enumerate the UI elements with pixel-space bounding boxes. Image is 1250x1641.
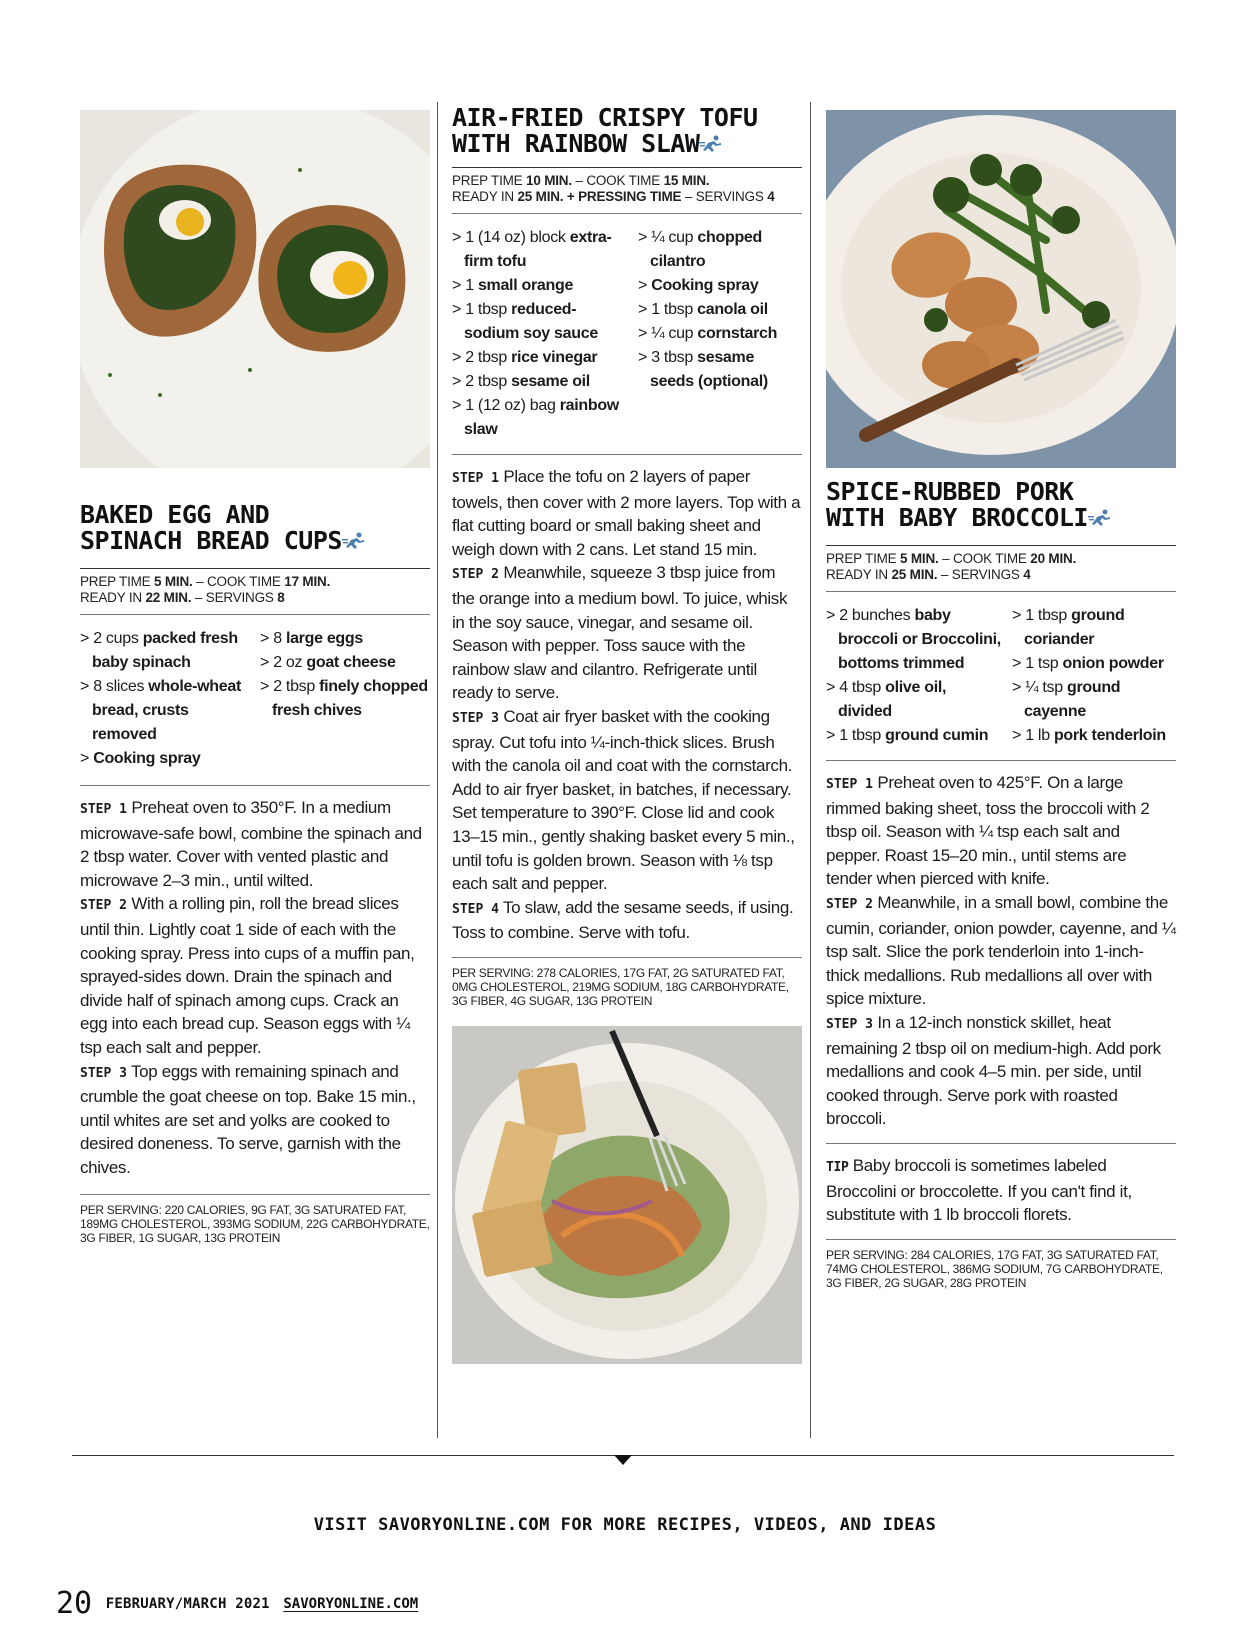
ready-time: 22 MIN. xyxy=(145,590,192,605)
servings-label: – SERVINGS xyxy=(191,590,278,605)
cook-time: 17 MIN. xyxy=(284,574,331,589)
recipe-title xyxy=(826,479,1176,531)
recipe-title xyxy=(80,502,430,554)
cook-label: – COOK TIME xyxy=(192,574,285,589)
recipe-baked-egg xyxy=(80,110,430,1245)
tofu-slaw-photo xyxy=(452,1026,802,1364)
cook-time: 15 MIN. xyxy=(663,173,710,188)
ingredient-item: > Cooking spray xyxy=(638,277,759,294)
ingredients-left xyxy=(452,226,630,442)
ready-label: READY IN xyxy=(826,567,892,582)
prep-label: PREP TIME xyxy=(826,551,901,566)
servings-value: 4 xyxy=(1023,567,1031,582)
step-1: STEP 1 Place the tofu on 2 layers of paper towels, then cover with 2 more layers. Top with a flat cutting board or small baking sheet and weigh down with 2 cans. Let stand 15 min. xyxy=(452,467,801,559)
ingredients-left xyxy=(826,604,1004,748)
steps xyxy=(80,796,430,1180)
ingredient-item: > 8 slices whole-wheat bread, crusts removed xyxy=(80,678,242,743)
ingredient-item: > 1 tsp onion powder xyxy=(1012,655,1164,672)
ingredient-item: > 1 tbsp reduced-sodium soy sauce xyxy=(452,301,598,342)
baked-egg-photo xyxy=(80,110,430,468)
ingredient-item: > 8 large eggs xyxy=(260,630,363,647)
ingredient-item: > 2 bunches baby broccoli or Broccolini, bottoms trimmed xyxy=(826,607,1001,672)
ingredient-item: > 4 tbsp olive oil, divided xyxy=(826,679,947,720)
ingredient-item: > 1 tbsp ground cumin xyxy=(826,727,989,744)
title-line-1: SPICE-RUBBED PORK xyxy=(826,477,1074,506)
column-divider-right xyxy=(810,102,811,1438)
ingredients-left xyxy=(80,627,252,771)
prep-label: PREP TIME xyxy=(80,574,155,589)
ingredient-item: > Cooking spray xyxy=(80,750,201,767)
ingredients-right xyxy=(638,226,802,442)
ingredient-item: > 1 (14 oz) block extra-firm tofu xyxy=(452,229,612,270)
page-number: 20 xyxy=(56,1586,93,1621)
title-line-2: WITH RAINBOW SLAW xyxy=(452,129,700,158)
ingredient-item: > ¼ cup cornstarch xyxy=(638,325,778,342)
ready-label: READY IN xyxy=(80,590,146,605)
cook-label: – COOK TIME xyxy=(938,551,1031,566)
steps xyxy=(452,465,802,945)
runner-icon xyxy=(342,532,368,550)
step-2: STEP 2 With a rolling pin, roll the bread slices until thin. Lightly coat 1 side of each with the cooking spray. Press into cups of a muffin pan, sprayed-sides down. Drain the spinach and divide half of spinach among cups. Crack an egg into each bread cup. Season eggs with ¼ tsp each salt and pepper. xyxy=(80,894,415,1057)
nutrition-info: PER SERVING: 284 CALORIES, 17G FAT, 3G SATURATED FAT, 74MG CHOLESTEROL, 386MG SODIUM, 7G CARBOHYDRATE, 3G FIBER, 2G SUGAR, 28G PROTEIN xyxy=(826,1247,1163,1290)
servings-label: – SERVINGS xyxy=(937,567,1024,582)
servings-label: – SERVINGS xyxy=(681,189,768,204)
ingredients-right xyxy=(260,627,430,771)
recipe-title xyxy=(452,105,802,157)
steps xyxy=(826,771,1176,1131)
prep-time: 5 MIN. xyxy=(900,551,939,566)
title-line-1: AIR-FRIED CRISPY TOFU xyxy=(452,103,758,132)
website-link[interactable]: SAVORYONLINE.COM xyxy=(283,1595,419,1612)
visit-website-banner[interactable]: VISIT SAVORYONLINE.COM FOR MORE RECIPES, VIDEOS, AND IDEAS xyxy=(313,1515,937,1535)
ingredient-item: > ¼ cup chopped cilantro xyxy=(638,229,762,270)
step-3: STEP 3 Top eggs with remaining spinach and crumble the goat cheese on top. Bake 15 min., until whites are set and yolks are cooked to desired doneness. To serve, garnish with the chives. xyxy=(80,1061,416,1177)
ingredient-item: > 1 small orange xyxy=(452,277,574,294)
ready-time: 25 MIN. + PRESSING TIME xyxy=(517,189,682,204)
ingredient-item: > 2 cups packed fresh baby spinach xyxy=(80,630,238,671)
title-line-2: WITH BABY BROCCOLI xyxy=(826,503,1088,532)
runner-icon xyxy=(1088,509,1114,527)
cook-label: – COOK TIME xyxy=(571,173,664,188)
ingredient-item: > ¼ tsp ground cayenne xyxy=(1012,679,1121,720)
down-arrow-icon xyxy=(614,1455,632,1465)
recipe-meta xyxy=(80,574,430,606)
issue-date: FEBRUARY/MARCH 2021 xyxy=(105,1595,270,1612)
ingredients-right xyxy=(1012,604,1176,748)
ingredients xyxy=(452,226,802,442)
pork-broccoli-photo xyxy=(826,110,1176,468)
tip: TIP Baby broccoli is sometimes labeled Broccolini or broccolette. If you can't find it, substitute with 1 lb broccoli florets. xyxy=(826,1155,1132,1225)
runner-icon xyxy=(699,135,725,153)
recipe-spice-pork xyxy=(826,110,1176,1290)
nutrition-info: PER SERVING: 278 CALORIES, 17G FAT, 2G SATURATED FAT, 0MG CHOLESTEROL, 219MG SODIUM, 18G CARBOHYDRATE, 3G FIBER, 4G SUGAR, 13G PROTEIN xyxy=(452,965,789,1008)
ready-label: READY IN xyxy=(452,189,518,204)
recipe-meta xyxy=(826,551,1176,583)
title-line-1: BAKED EGG AND xyxy=(80,500,270,529)
ingredient-item: > 1 tbsp ground coriander xyxy=(1012,607,1125,648)
ready-time: 25 MIN. xyxy=(891,567,938,582)
ingredient-item: > 2 tbsp rice vinegar xyxy=(452,349,598,366)
ingredient-item: > 3 tbsp sesame seeds (optional) xyxy=(638,349,768,390)
cook-time: 20 MIN. xyxy=(1030,551,1077,566)
step-2: STEP 2 Meanwhile, squeeze 3 tbsp juice from the orange into a medium bowl. To juice, whisk in the soy sauce, vinegar, and sesame oil. Season with pepper. Toss sauce with the rainbow slaw and cilantro. Refrigerate until ready to serve. xyxy=(452,563,788,703)
servings-value: 4 xyxy=(767,189,775,204)
ingredients xyxy=(80,627,430,771)
recipe-meta xyxy=(452,173,802,205)
step-4: STEP 4 To slaw, add the sesame seeds, if using. Toss to combine. Serve with tofu. xyxy=(452,897,794,943)
ingredient-item: > 2 oz goat cheese xyxy=(260,654,396,671)
title-line-2: SPINACH BREAD CUPS xyxy=(80,526,342,555)
servings-value: 8 xyxy=(277,590,285,605)
prep-time: 10 MIN. xyxy=(526,173,572,188)
step-2: STEP 2 Meanwhile, in a small bowl, combine the cumin, coriander, onion powder, cayenne, and ¼ tsp salt. Slice the pork tenderloin into 1-inch-thick medallions. Rub medallions all over with spice mixture. xyxy=(826,892,1176,1009)
ingredient-item: > 1 (12 oz) bag rainbow slaw xyxy=(452,397,619,438)
step-1: STEP 1 Preheat oven to 350°F. In a medium microwave-safe bowl, combine the spinach and 2 tbsp water. Cover with vented plastic and microwave 2–3 min., until wilted. xyxy=(80,798,422,890)
nutrition-info: PER SERVING: 220 CALORIES, 9G FAT, 3G SATURATED FAT, 189MG CHOLESTEROL, 393MG SODIUM, 22G CARBOHYDRATE, 3G FIBER, 1G SUGAR, 13G PROTEIN xyxy=(80,1202,430,1245)
ingredient-item: > 1 tbsp canola oil xyxy=(638,301,768,318)
step-3: STEP 3 Coat air fryer basket with the cooking spray. Cut tofu into ¼-inch-thick slices. Brush with the canola oil and coat with the cornstarch. Add to air fryer basket, in batches, if necessary. Set temperature to 390°F. Close lid and cook 13–15 min., gently shaking basket every 5 min., until tofu is golden brown. Season with ⅛ tsp each salt and pepper. xyxy=(452,706,795,894)
step-1: STEP 1 Preheat oven to 425°F. On a large rimmed baking sheet, toss the broccoli with 2 tbsp oil. Season with ¼ tsp each salt and pepper. Roast 15–20 min., until stems are tender when pierced with knife. xyxy=(826,773,1150,889)
recipe-crispy-tofu xyxy=(452,105,802,1364)
ingredient-item: > 1 lb pork tenderloin xyxy=(1012,727,1166,744)
ingredient-item: > 2 tbsp sesame oil xyxy=(452,373,590,390)
ingredient-item: > 2 tbsp finely chopped fresh chives xyxy=(260,678,428,719)
page-folio xyxy=(56,1586,418,1621)
column-divider-left xyxy=(437,102,438,1438)
step-3: STEP 3 In a 12-inch nonstick skillet, heat remaining 2 tbsp oil on medium-high. Add pork medallions and cook 4–5 min. per side, until cooked through. Serve pork with roasted broccoli. xyxy=(826,1012,1161,1129)
prep-time: 5 MIN. xyxy=(154,574,193,589)
ingredients xyxy=(826,604,1176,748)
prep-label: PREP TIME xyxy=(452,173,527,188)
